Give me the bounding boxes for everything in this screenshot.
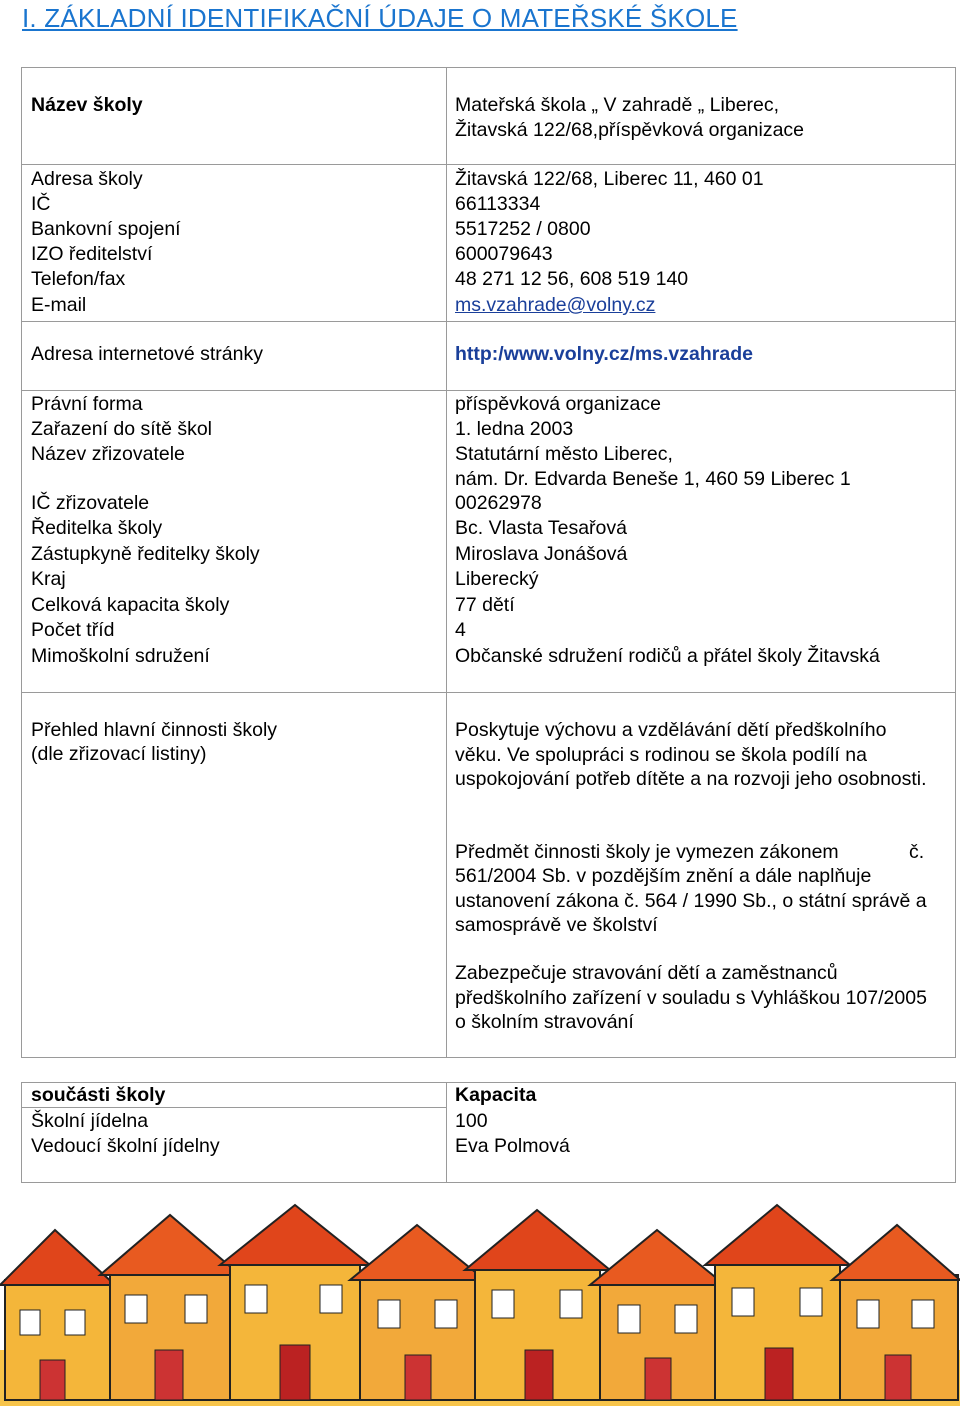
- region-value: Liberecký: [455, 568, 539, 590]
- column-divider: [446, 1083, 447, 1182]
- capacity-label: Celková kapacita školy: [31, 594, 230, 616]
- phone-label: Telefon/fax: [31, 268, 126, 290]
- school-name-value-line2: Žitavská 122/68,příspěvková organizace: [455, 119, 805, 141]
- page-heading: I. ZÁKLADNÍ IDENTIFIKAČNÍ ÚDAJE O MATEŘSKÉ ŠKOLE: [22, 3, 738, 33]
- legal-form-label: Právní forma: [31, 393, 143, 415]
- house-5: [465, 1210, 610, 1400]
- row-divider: [22, 390, 955, 391]
- house-2: [100, 1215, 240, 1400]
- house-6: [590, 1230, 725, 1400]
- school-info-table: [21, 67, 956, 693]
- activity-label-line2: (dle zřizovací listiny): [31, 743, 207, 765]
- house-8: [832, 1225, 960, 1400]
- izo-value: 600079643: [455, 243, 553, 265]
- row-divider: [22, 164, 955, 165]
- address-value: Žitavská 122/68, Liberec 11, 460 01: [455, 168, 764, 190]
- ic-label: IČ: [31, 193, 51, 215]
- canteen-label: Školní jídelna: [31, 1110, 149, 1132]
- email-label: E-mail: [31, 294, 87, 316]
- activity-paragraph-2-rest: 561/2004 Sb. v pozdějším znění a dále naplňuje ustanovení zákona č. 564 / 1990 Sb., o státní správě a samosprávě ve školství: [455, 865, 927, 936]
- izo-label: IZO ředitelství: [31, 243, 153, 265]
- activity-paragraph-2-line1-end: č.: [909, 841, 925, 863]
- canteen-value: 100: [455, 1110, 488, 1132]
- column-divider: [446, 693, 447, 1057]
- components-header-value: Kapacita: [455, 1084, 537, 1106]
- legal-form-value: příspěvková organizace: [455, 393, 661, 415]
- network-label: Zařazení do sítě škol: [31, 418, 213, 440]
- capacity-value: 77 dětí: [455, 594, 515, 616]
- canteen-head-label: Vedoucí školní jídelny: [31, 1135, 220, 1157]
- founder-value-line1: Statutární město Liberec,: [455, 443, 673, 465]
- bank-label: Bankovní spojení: [31, 218, 181, 240]
- row-divider: [22, 1107, 446, 1108]
- web-link[interactable]: http:/www.volny.cz/ms.vzahrade: [455, 343, 753, 365]
- founder-value-line2: nám. Dr. Edvarda Beneše 1, 460 59 Liberec 1: [455, 468, 851, 490]
- column-divider: [446, 68, 447, 692]
- houses-illustration: [0, 1200, 960, 1406]
- association-value: Občanské sdružení rodičů a přátel školy Žitavská: [455, 645, 880, 667]
- canteen-head-value: Eva Polmová: [455, 1135, 570, 1157]
- bank-value: 5517252 / 0800: [455, 218, 591, 240]
- activity-table: [21, 692, 956, 1058]
- founder-label: Název zřizovatele: [31, 443, 185, 465]
- director-label: Ředitelka školy: [31, 517, 163, 539]
- school-name-label: Název školy: [31, 94, 143, 116]
- network-value: 1. ledna 2003: [455, 418, 574, 440]
- house-1: [0, 1230, 115, 1400]
- founder-ic-label: IČ zřizovatele: [31, 492, 150, 514]
- activity-paragraph-3: Zabezpečuje stravování dětí a zaměstnanců předškolního zařízení v souladu s Vyhláškou 107/2005 o školním stravování: [455, 962, 927, 1033]
- activity-paragraph-2-line1: Předmět činnosti školy je vymezen zákonem: [455, 841, 839, 863]
- founder-ic-value: 00262978: [455, 492, 542, 514]
- address-label: Adresa školy: [31, 168, 143, 190]
- director-value: Bc. Vlasta Tesařová: [455, 517, 627, 539]
- components-table: [21, 1082, 956, 1183]
- house-7: [705, 1205, 850, 1400]
- activity-label-line1: Přehled hlavní činnosti školy: [31, 719, 278, 741]
- school-name-value-line1: Mateřská škola „ V zahradě „ Liberec,: [455, 94, 780, 116]
- components-header-label: součásti školy: [31, 1084, 166, 1106]
- classes-label: Počet tříd: [31, 619, 115, 641]
- deputy-value: Miroslava Jonášová: [455, 543, 628, 565]
- house-3: [220, 1205, 370, 1400]
- association-label: Mimoškolní sdružení: [31, 645, 210, 667]
- row-divider: [22, 321, 955, 322]
- email-link[interactable]: ms.vzahrade@volny.cz: [455, 294, 656, 316]
- web-label: Adresa internetové stránky: [31, 343, 263, 365]
- ic-value: 66113334: [455, 193, 541, 215]
- deputy-label: Zástupkyně ředitelky školy: [31, 543, 260, 565]
- region-label: Kraj: [31, 568, 66, 590]
- activity-paragraph-1: Poskytuje výchovu a vzdělávání dětí předškolního věku. Ve spolupráci s rodinou se škola podílí na uspokojování potřeb dítěte a na rozvoji jeho osobnosti.: [455, 719, 927, 790]
- house-4: [350, 1225, 485, 1400]
- phone-value: 48 271 12 56, 608 519 140: [455, 268, 689, 290]
- classes-value: 4: [455, 619, 466, 641]
